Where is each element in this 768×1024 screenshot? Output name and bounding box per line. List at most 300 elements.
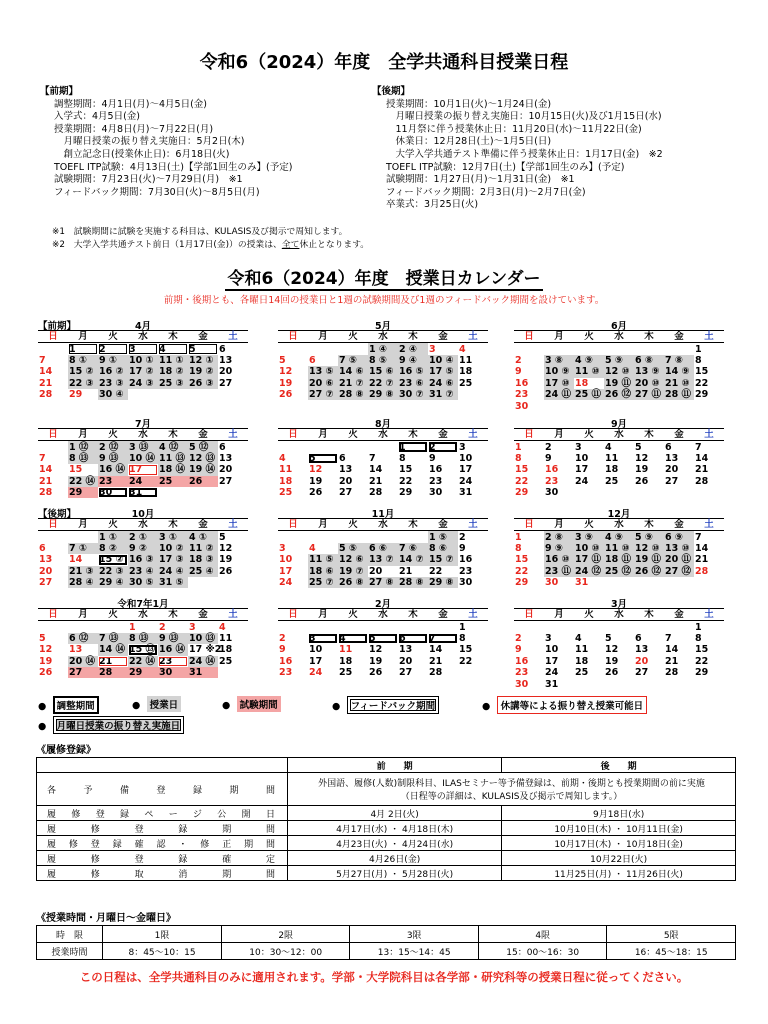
calendar-day: 30 ⑦ xyxy=(398,389,428,400)
calendar-day: 28 xyxy=(369,487,383,499)
weekday-header: 土 xyxy=(458,609,488,621)
weekday-header: 土 xyxy=(218,519,248,531)
weekday-header: 日 xyxy=(38,609,68,621)
note-2: ※2 大学入学共通テスト前日（1月17日(金)）の授業は、全て休止となります。 xyxy=(52,239,370,250)
calendar-day: 3 xyxy=(279,542,286,554)
calendar-empty xyxy=(218,389,248,400)
calendar-day: 5 xyxy=(279,354,286,366)
weekday-header: 火 xyxy=(338,609,368,621)
calendar-day: 17 ② xyxy=(128,366,158,377)
times-cell: 授業時間 xyxy=(37,943,103,960)
month-name: 3月 xyxy=(610,599,628,610)
calendar-day: 25 xyxy=(605,475,619,487)
calendar-day: 15 ② xyxy=(98,554,128,565)
row-label: 履修取消期間 xyxy=(37,866,288,881)
calendar-day: 20 ⑩ xyxy=(634,378,664,389)
calendar-day: 24 ⑥ xyxy=(428,378,458,389)
calendar-day: 19 ⑪ xyxy=(634,554,664,565)
calendar-day: 18 ⑥ xyxy=(308,566,338,577)
calendar-empty xyxy=(278,531,308,543)
calendar-day: 5 xyxy=(188,343,218,355)
calendar-day: 6 ⑧ xyxy=(634,355,664,366)
calendar-day: 25 ⑪ xyxy=(574,389,604,400)
times-header: 2限 xyxy=(221,926,350,943)
calendar-day: 13 xyxy=(69,644,83,656)
calendar-day: 31 ⑦ xyxy=(428,389,458,400)
calendar-day: 22 xyxy=(515,475,529,487)
cell-second: 10月17日(木) ・ 10月18日(金) xyxy=(502,836,736,851)
calendar-day: 23 ③ xyxy=(98,378,128,389)
calendar-day: 4 xyxy=(605,441,612,453)
weekday-header: 水 xyxy=(368,331,398,343)
calendar-empty xyxy=(38,343,68,355)
calendar-day: 22 ⑭ xyxy=(128,656,158,667)
calendar-day: 20 xyxy=(369,565,383,577)
times-section-title: 《授業時間・月曜日～金曜日》 xyxy=(36,913,176,924)
calendar-empty xyxy=(278,441,308,453)
second-term-line: TOEFL ITP試験：12月7日(土)【学部1回生のみ】(予定) xyxy=(386,161,625,173)
weekday-header: 月 xyxy=(68,519,98,531)
calendar-day: 23 xyxy=(279,667,293,679)
weekday-header: 月 xyxy=(544,519,574,531)
calendar-day: 16 xyxy=(279,655,293,667)
calendar-day: 9 xyxy=(515,644,522,656)
calendar-day: 17 ⑩ xyxy=(544,378,574,389)
calendar-day: 3 ⑧ xyxy=(544,355,574,366)
second-term-line: 休業日：12月28日(土)～1月5日(日) xyxy=(386,136,552,148)
calendar-day: 13 ⑨ xyxy=(634,366,664,377)
weekday-header: 木 xyxy=(158,519,188,531)
class-times-table xyxy=(36,925,736,960)
cell-first: 4月17日(水) ・ 4月18日(木) xyxy=(288,821,502,836)
calendar-day: 11 xyxy=(605,452,619,464)
calendar-day: 9 ⑨ xyxy=(544,543,574,554)
calendar-empty xyxy=(604,343,634,355)
calendar-day: 12 ⑩ xyxy=(634,543,664,554)
calendar-day: 27 ⑫ xyxy=(664,566,694,577)
calendar-day: 28 xyxy=(39,487,53,499)
times-cell: 10：30～12：00 xyxy=(221,943,350,960)
calendar-day: 15 xyxy=(399,464,413,476)
calendar-day: 17 ③ xyxy=(158,554,188,565)
calendar-day: 11 ⑬ xyxy=(158,453,188,464)
times-cell: 15：00～16：30 xyxy=(478,943,607,960)
weekday-header: 日 xyxy=(38,331,68,343)
first-term-line: TOEFL ITP試験：4月13日(土)【学部1回生のみ】(予定) xyxy=(54,161,293,173)
calendar-day: 12 xyxy=(279,366,293,378)
calendar-day: 2 ① xyxy=(128,531,158,543)
calendar-day: 25 xyxy=(158,476,188,487)
calendar-day: 4 xyxy=(309,542,316,554)
calendar-day: 25 xyxy=(279,487,293,499)
times-cell: 8：45～10：15 xyxy=(103,943,222,960)
calendar-day: 30 ⑤ xyxy=(128,577,158,588)
weekday-header: 木 xyxy=(634,609,664,621)
calendar-day: 11 xyxy=(219,632,233,644)
first-term-line: 入学式：4月5日(金) xyxy=(54,111,141,123)
row-label: 各予備登録期間 xyxy=(37,773,288,806)
calendar-day: 11 ⑩ xyxy=(574,366,604,377)
month-name: 2月 xyxy=(374,599,392,610)
calendar-day: 9 ② xyxy=(128,543,158,554)
weekday-header: 月 xyxy=(308,609,338,621)
calendar-day: 17 ⑪ xyxy=(574,554,604,565)
calendar-day: 12 xyxy=(309,464,323,476)
month-calendar xyxy=(278,596,488,678)
calendar-day: 12 ⑥ xyxy=(338,554,368,565)
calendar-day: 3 xyxy=(545,632,552,644)
first-term-heading: 【前期】 xyxy=(40,86,79,97)
calendar-empty xyxy=(368,441,398,453)
term-label: 【前期】 xyxy=(38,321,77,332)
calendar-day: 24 xyxy=(128,476,158,487)
calendar-day: 11 xyxy=(339,644,353,656)
calendar-day: 18 xyxy=(339,655,353,667)
legend-monday-swap: ● 月曜日授業の振り替え実施日 xyxy=(38,716,184,734)
calendar-day: 11 xyxy=(279,464,293,476)
calendar-day: 9 xyxy=(429,452,436,464)
calendar-day: 8 ① xyxy=(68,355,98,366)
weekday-header: 火 xyxy=(574,519,604,531)
weekday-header: 木 xyxy=(398,519,428,531)
calendar-day: 29 ⑧ xyxy=(368,389,398,400)
calendar-day: 23 xyxy=(98,476,128,487)
calendar-day: 28 xyxy=(665,667,679,679)
calendar-empty xyxy=(694,487,724,498)
calendar-day: 4 ⑨ xyxy=(604,531,634,543)
weekday-header: 火 xyxy=(574,609,604,621)
calendar-empty xyxy=(604,621,634,633)
second-term-line: フィードバック期間：2月3日(月)～2月7日(金) xyxy=(386,186,586,198)
calendar-day: 6 xyxy=(219,343,226,355)
first-term-line: 調整期間：4月1日(月)～4月5日(金) xyxy=(54,98,208,110)
calendar-day: 12 xyxy=(369,644,383,656)
calendar-empty xyxy=(664,621,694,633)
calendar-day: 19 xyxy=(279,377,293,389)
cell-second: 9月18日(水) xyxy=(502,806,736,821)
calendar-day: 1 xyxy=(398,441,428,453)
calendar-day: 20 ⑭ xyxy=(68,656,98,667)
calendar-day: 3 ⑬ xyxy=(128,441,158,453)
weekday-header: 木 xyxy=(398,429,428,441)
calendar-day: 20 xyxy=(219,464,233,476)
weekday-header: 金 xyxy=(664,609,694,621)
calendar-day: 24 ⑪ xyxy=(544,389,574,400)
month-name: 5月 xyxy=(374,321,392,332)
calendar-day: 4 ⑨ xyxy=(574,355,604,366)
calendar-day: 30 xyxy=(98,487,128,498)
calendar-day: 5 ⑫ xyxy=(188,441,218,453)
calendar-day: 12 ① xyxy=(188,355,218,366)
second-term-line: 試験期間：1月27日(月)～1月31日(金) ※1 xyxy=(386,174,575,186)
calendar-day: 16 ⑭ xyxy=(158,644,188,655)
calendar-day: 30 xyxy=(459,577,473,589)
calendar-day: 26 ③ xyxy=(188,378,218,389)
calendar-day: 8 ⑤ xyxy=(368,355,398,366)
calendar-day: 9 xyxy=(545,452,552,464)
calendar-day: 27 ⑦ xyxy=(308,389,338,400)
calendar-day: 17 xyxy=(545,655,559,667)
calendar-day: 2 ④ xyxy=(398,343,428,355)
calendar-day: 12 xyxy=(219,542,233,554)
weekday-header: 土 xyxy=(694,331,724,343)
calendar-empty xyxy=(338,441,368,453)
calendar-day: 9 ⑬ xyxy=(98,453,128,464)
calendar-day: 22 xyxy=(695,655,709,667)
calendar-day: 30 xyxy=(545,577,559,589)
weekday-header: 水 xyxy=(604,429,634,441)
weekday-header: 日 xyxy=(514,609,544,621)
calendar-day: 18 xyxy=(219,644,233,656)
note-1: ※1 試験期間に試験を実施する科目は、KULASIS及び掲示で周知します。 xyxy=(52,227,348,237)
calendar-day: 9 ④ xyxy=(398,355,428,366)
calendar-day: 7 xyxy=(695,441,702,453)
calendar-day: 21 xyxy=(39,377,53,389)
weekday-header: 火 xyxy=(98,609,128,621)
calendar-day: 3 ⑨ xyxy=(574,531,604,543)
calendar-day: 20 xyxy=(219,366,233,378)
weekday-header: 水 xyxy=(128,429,158,441)
calendar-day: 26 xyxy=(309,487,323,499)
calendar-day: 6 ⑨ xyxy=(664,531,694,543)
calendar-day: 30 xyxy=(515,678,529,690)
cell-first: 4月 2日(火) xyxy=(288,806,502,821)
calendar-day: 22 xyxy=(515,565,529,577)
calendar-day: 15 ⑦ xyxy=(428,554,458,565)
calendar-day: 7 xyxy=(39,452,46,464)
calendar-day: 29 xyxy=(399,487,413,499)
calendar-day: 13 ⑦ xyxy=(368,554,398,565)
calendar-day: 10 xyxy=(309,644,323,656)
calendar-day: 29 xyxy=(515,577,529,589)
col-second-term: 後 期 xyxy=(502,758,736,773)
calendar-day: 14 xyxy=(695,452,709,464)
second-term-line: 11月祭に伴う授業休止日：11月20日(水)～11月22日(金) xyxy=(386,123,642,135)
calendar-empty xyxy=(188,389,218,400)
footer-notice: この日程は、全学共通科目のみに適用されます。学部・大学院科目は各学部・研究科等の授業日程に従ってください。 xyxy=(79,970,689,984)
calendar-day: 20 xyxy=(665,464,679,476)
calendar-day: 5 xyxy=(219,531,226,543)
calendar-day: 16 xyxy=(545,464,559,476)
weekday-header: 日 xyxy=(278,331,308,343)
calendar-day: 21 xyxy=(399,565,413,577)
calendar-day: 22 xyxy=(459,655,473,667)
calendar-day: 26 xyxy=(605,667,619,679)
calendar-day: 5 xyxy=(308,453,338,464)
calendar-empty xyxy=(338,621,368,633)
calendar-day: 21 xyxy=(98,656,128,667)
weekday-header: 金 xyxy=(188,609,218,621)
calendar-day: 13 xyxy=(399,644,413,656)
calendar-empty xyxy=(544,400,574,411)
calendar-day: 15 ② xyxy=(68,366,98,377)
calendar-empty xyxy=(604,577,634,588)
calendar-day: 1 ⑫ xyxy=(68,441,98,453)
calendar-day: 16 xyxy=(515,377,529,389)
calendar-day: 19 xyxy=(219,554,233,566)
calendar-empty xyxy=(634,400,664,411)
times-header: 1限 xyxy=(103,926,222,943)
month-name: 12月 xyxy=(607,509,631,520)
calendar-day: 31 xyxy=(459,487,473,499)
calendar-day: 9 ① xyxy=(98,355,128,366)
calendar-day: 20 xyxy=(635,655,649,667)
calendar-day: 24 ⑭ xyxy=(188,656,218,667)
times-header: 5限 xyxy=(607,926,736,943)
month-calendar xyxy=(38,596,248,678)
calendar-day: 14 ⑨ xyxy=(664,366,694,377)
month-name: 6月 xyxy=(610,321,628,332)
weekday-header: 火 xyxy=(98,429,128,441)
weekday-header: 月 xyxy=(68,609,98,621)
calendar-day: 19 xyxy=(605,655,619,667)
calendar-empty xyxy=(458,389,488,400)
calendar-day: 29 xyxy=(128,667,158,678)
second-term-heading: 【後期】 xyxy=(372,86,411,97)
calendar-day: 7 xyxy=(665,632,672,644)
weekday-header: 金 xyxy=(664,331,694,343)
calendar-day: 10 xyxy=(279,554,293,566)
calendar-day: 6 ⑫ xyxy=(68,633,98,644)
weekday-header: 土 xyxy=(218,331,248,343)
calendar-day: 18 ③ xyxy=(188,554,218,565)
calendar-empty xyxy=(664,343,694,355)
calendar-day: 26 xyxy=(39,667,53,679)
calendar-subtitle: 前期・後期とも、各曜日14回の授業日と1週の試験期間及び1週のフィードバック期間を設けています。 xyxy=(163,295,605,306)
calendar-empty xyxy=(634,621,664,633)
weekday-header: 土 xyxy=(218,609,248,621)
calendar-empty xyxy=(664,577,694,588)
calendar-day: 14 xyxy=(39,464,53,476)
weekday-header: 木 xyxy=(634,331,664,343)
calendar-day: 18 xyxy=(279,475,293,487)
calendar-day: 7 xyxy=(39,354,46,366)
calendar-day: 11 xyxy=(459,354,473,366)
calendar-day: 6 xyxy=(219,441,226,453)
calendar-day: 14 xyxy=(665,644,679,656)
calendar-empty xyxy=(634,678,664,689)
legend-adjust: ● 調整期間 xyxy=(38,696,99,714)
calendar-day: 31 xyxy=(128,487,158,498)
legend-makeup: ● 休講等による振り替え授業可能日 xyxy=(482,696,647,714)
calendar-empty xyxy=(188,487,218,498)
calendar-day: 15 xyxy=(695,644,709,656)
month-name: 8月 xyxy=(374,419,392,430)
month-calendar xyxy=(514,506,724,588)
calendar-day: 27 xyxy=(219,377,233,389)
calendar-day: 21 xyxy=(369,475,383,487)
weekday-header: 水 xyxy=(368,609,398,621)
month-name: 令和7年1月 xyxy=(117,599,169,610)
calendar-day: 27 ⑧ xyxy=(368,577,398,588)
calendar-day: 31 xyxy=(545,678,559,690)
calendar-day: 12 xyxy=(39,644,53,656)
calendar-empty xyxy=(574,678,604,689)
calendar-day: 27 xyxy=(39,577,53,589)
month-name: 10月 xyxy=(131,509,155,520)
calendar-day: 20 xyxy=(39,565,53,577)
calendar-day: 7 xyxy=(428,633,458,644)
calendar-day: 26 xyxy=(369,667,383,679)
calendar-day: 19 ⑦ xyxy=(338,566,368,577)
legend-feedback: ● フィードバック期間 xyxy=(332,696,439,714)
calendar-day: 21 xyxy=(665,655,679,667)
calendar-day: 29 xyxy=(695,667,709,679)
calendar-day: 17 ※2 xyxy=(189,644,222,656)
calendar-day: 1 ⑤ xyxy=(428,531,458,543)
calendar-day: 9 xyxy=(279,644,286,656)
calendar-day: 10 xyxy=(459,452,473,464)
calendar-day: 28 xyxy=(695,475,709,487)
first-term-line: 創立記念日(授業休止日)：6月18日(火) xyxy=(54,148,230,160)
weekday-header: 火 xyxy=(338,519,368,531)
calendar-day: 3 xyxy=(189,621,196,633)
calendar-day: 27 xyxy=(68,667,98,678)
calendar-day: 24 xyxy=(575,475,589,487)
calendar-empty xyxy=(634,577,664,588)
calendar-day: 6 xyxy=(39,542,46,554)
calendar-day: 8 ⑬ xyxy=(128,633,158,644)
weekday-header: 日 xyxy=(278,429,308,441)
weekday-header: 木 xyxy=(158,609,188,621)
calendar-day: 13 xyxy=(219,452,233,464)
calendar-day: 16 ② xyxy=(98,366,128,377)
calendar-day: 15 ⑥ xyxy=(368,366,398,377)
calendar-day: 5 xyxy=(39,632,46,644)
calendar-day: 19 xyxy=(309,475,323,487)
calendar-day: 15 xyxy=(695,366,709,378)
calendar-empty xyxy=(188,577,218,588)
calendar-day: 10 xyxy=(575,452,589,464)
calendar-empty xyxy=(218,577,248,588)
calendar-day: 11 ⑩ xyxy=(604,543,634,554)
calendar-day: 25 ⑦ xyxy=(308,577,338,588)
calendar-empty xyxy=(308,343,338,355)
calendar-day: 24 ④ xyxy=(158,566,188,577)
calendar-day: 16 ⑤ xyxy=(398,366,428,377)
second-term-schedule xyxy=(372,86,663,212)
calendar-empty xyxy=(158,487,188,498)
calendar-day: 22 xyxy=(695,377,709,389)
calendar-day: 29 ④ xyxy=(98,577,128,588)
weekday-header: 火 xyxy=(574,331,604,343)
calendar-day: 8 xyxy=(515,542,522,554)
weekday-header: 金 xyxy=(664,429,694,441)
weekday-header: 日 xyxy=(514,331,544,343)
first-term-schedule xyxy=(40,86,292,199)
calendar-day: 22 ⑦ xyxy=(368,378,398,389)
second-term-line: 卒業式：3月25日(火) xyxy=(386,199,479,211)
weekday-header: 水 xyxy=(128,609,158,621)
calendar-empty xyxy=(604,400,634,411)
calendar-day: 6 xyxy=(665,441,672,453)
weekday-header: 金 xyxy=(428,429,458,441)
calendar-day: 14 xyxy=(69,554,83,566)
calendar-day: 28 xyxy=(39,389,53,401)
row-label: 履修登録ページ公開日 xyxy=(37,806,288,821)
calendar-day: 25 xyxy=(339,667,353,679)
calendar-day: 27 xyxy=(665,475,679,487)
weekday-header: 火 xyxy=(574,429,604,441)
calendar-day: 7 ① xyxy=(68,543,98,554)
weekday-header: 日 xyxy=(514,429,544,441)
calendar-day: 28 xyxy=(429,667,443,679)
calendar-day: 2 xyxy=(515,354,522,366)
calendar-day: 18 ② xyxy=(158,366,188,377)
calendar-day: 17 xyxy=(459,464,473,476)
cell-second: 11月25日(月) ・ 11月26日(火) xyxy=(502,866,736,881)
calendar-day: 18 ⑪ xyxy=(604,554,634,565)
